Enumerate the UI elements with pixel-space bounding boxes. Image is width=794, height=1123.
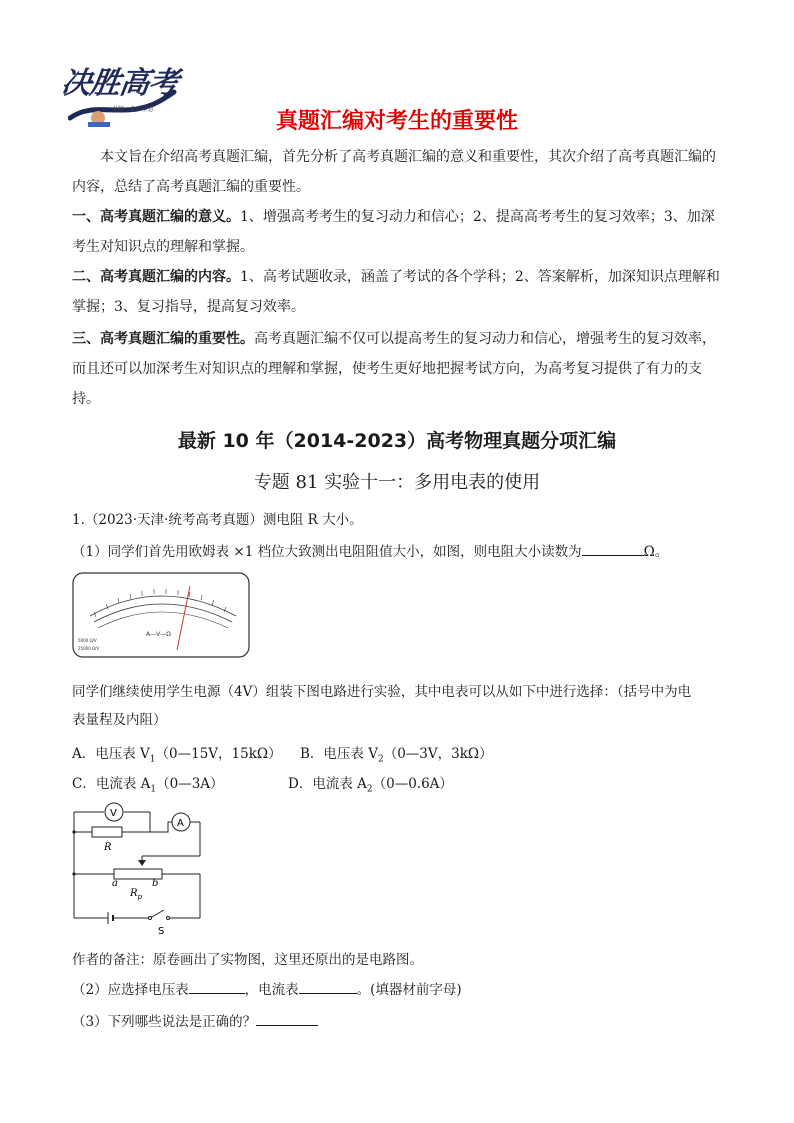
option-C-sub: 1 (150, 784, 157, 795)
logo-text: 决胜高考 (59, 66, 180, 101)
option-B-sub: 2 (377, 754, 384, 765)
circuit-diagram (64, 796, 214, 936)
option-B-label: B．电压表 V (300, 746, 378, 762)
intro-paragraph: 本文旨在介绍高考真题汇编，首先分析了高考真题汇编的意义和重要性，其次介绍了高考真题汇编的内容，总结了高考真题汇编的重要性。 (72, 149, 716, 195)
voltmeter-label: V (110, 808, 117, 819)
meter-small-1: 5000 Ω/V (78, 638, 97, 643)
section-1 (72, 202, 726, 262)
multimeter-dial-image (72, 572, 250, 658)
rheostat-label-sub: p (137, 893, 143, 901)
section-2-body: 1、高考试题收录，涵盖了考试的各个学科；2、答案解析，加深知识点理解和掌握；3、复习指导，提高复习效率。 (72, 269, 720, 315)
part2-text-b: ，电流表 (244, 982, 299, 998)
part1-text: （1）同学们首先用欧姆表 ×1 档位大致测出电阻阻值大小，如图，则电阻大小读数为 (72, 544, 582, 560)
option-D-label: D．电流表 A (288, 776, 367, 792)
meter-label: A—V—Ω (146, 631, 171, 638)
section-3-body: 高考真题汇编不仅可以提高考生的复习动力和信心，增强考生的复习效率，而且还可以加深考生对知识点的理解和掌握，使考生更好地把握考试方向，为高考复习提供了有力的支持。 (72, 331, 716, 407)
part1-unit: Ω。 (643, 544, 669, 560)
resistor-R-label: R (104, 842, 112, 853)
node-b-label: b (152, 878, 159, 889)
continue-text-2: 表量程及内阻） (72, 712, 167, 728)
logo-subtext: 名师 · 全心全意 (112, 106, 154, 113)
option-A-label: A．电压表 V (72, 746, 150, 762)
heading-collection: 最新 10 年（2014-2023）高考物理真题分项汇编 (177, 430, 617, 452)
section-1-body: 1、增强高考考生的复习动力和信心；2、提高高考考生的复习效率；3、加深考生对知识点的理解和掌握。 (72, 209, 715, 255)
part2-text-a: （2）应选择电压表 (72, 982, 189, 998)
author-note: 作者的备注：原卷画出了实物图，这里还原出的是电路图。 (72, 952, 423, 968)
page-title: 真题汇编对考生的重要性 (275, 109, 518, 134)
part2-text-c: 。(填器材前字母) (356, 982, 462, 998)
option-C-tail: （0—3A） (156, 776, 224, 792)
heading-topic: 专题 81 实验十一：多用电表的使用 (253, 472, 541, 493)
meter-small-2: 25000 Ω/V (78, 646, 100, 651)
section-2 (72, 262, 726, 322)
question-stem: 1.（2023·天津·统考高考真题）测电阻 R 大小。 (72, 512, 363, 528)
question-part1 (72, 540, 668, 560)
rheostat-label-main: R (130, 888, 138, 899)
section-3-head: 三、高考真题汇编的重要性。 (72, 331, 254, 347)
section-1-head: 一、高考真题汇编的意义。 (72, 209, 240, 225)
answer-blank-1[interactable] (582, 541, 644, 556)
answer-blank-3[interactable] (256, 1011, 318, 1026)
option-C-label: C．电流表 A (72, 776, 151, 792)
rheostat-label (129, 888, 143, 901)
switch-label: S (158, 926, 165, 936)
question-part2 (72, 978, 462, 998)
answer-blank-voltmeter[interactable] (189, 979, 245, 994)
ammeter-label: A (177, 818, 184, 829)
option-D-sub: 2 (366, 784, 373, 795)
continue-text-1: 同学们继续使用学生电源（4V）组装下图电路进行实验，其中电表可以从如下中进行选择：（括号中为电 (72, 684, 692, 700)
part3-text: （3）下列哪些说法是正确的？ (72, 1014, 257, 1030)
node-a-label: a (112, 878, 118, 889)
option-A-sub: 1 (149, 754, 156, 765)
option-A (72, 742, 282, 765)
option-C (72, 772, 224, 795)
option-B (300, 742, 493, 765)
answer-blank-ammeter[interactable] (299, 979, 357, 994)
option-D-tail: （0—0.6A） (372, 776, 453, 792)
option-D (288, 772, 453, 795)
option-B-tail: （0—3V，3kΩ） (383, 746, 493, 762)
section-2-head: 二、高考真题汇编的内容。 (72, 269, 240, 285)
option-A-tail: （0—15V，15kΩ） (155, 746, 282, 762)
section-3 (72, 324, 726, 414)
question-part3 (72, 1010, 318, 1030)
